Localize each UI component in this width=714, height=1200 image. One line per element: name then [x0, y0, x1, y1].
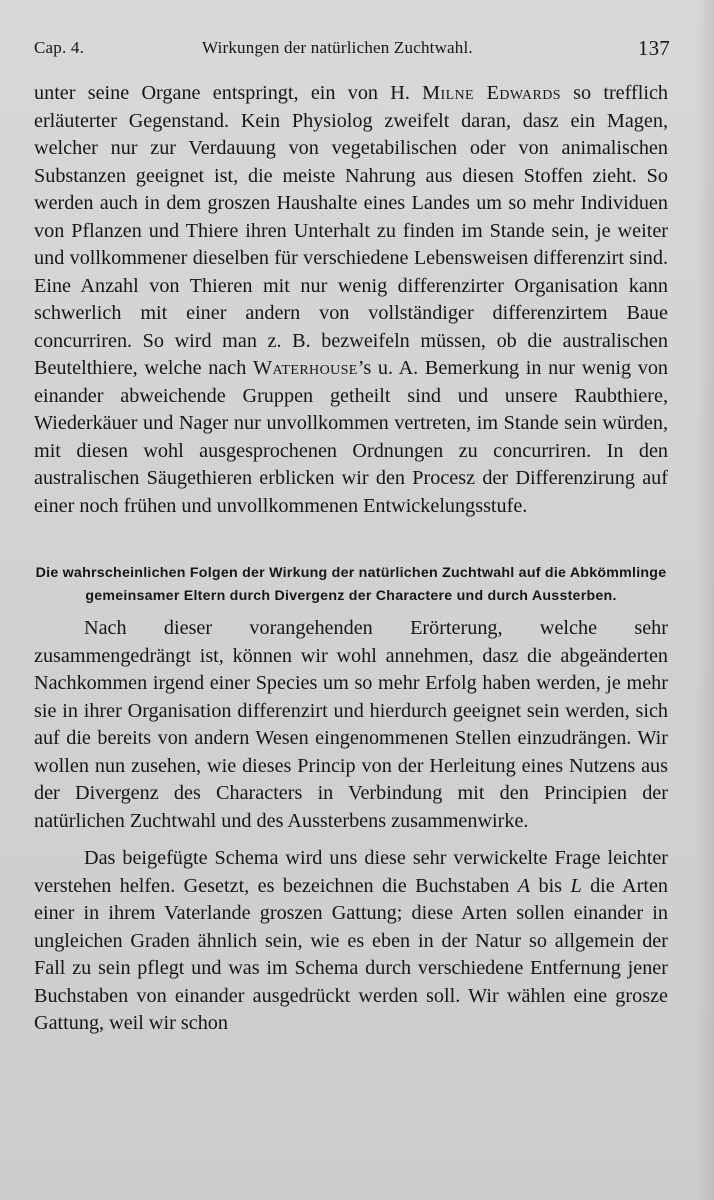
running-head — [34, 32, 668, 72]
chapter-label: Cap. 4. — [34, 38, 85, 57]
paragraph-3-text-a: Das beigefügte Schema wird uns diese sehr verwickelte Frage leichter verstehen helfen. Gesetzt, es bezeichnen die Buchstaben — [34, 847, 668, 897]
page-edge-shadow — [696, 0, 714, 1200]
letter-a: A — [517, 874, 531, 897]
paragraph-3-text-c: die Arten einer in ihrem Vaterlande groszen Gattung; diese Arten sollen einander in ungleichen Graden ähnlich sein, wie es eben in der Natur so allgemein der Fall zu sein pflegt und was im Schema durch verschiedene Entfernung jener Buchstaben von einander ausgedrückt werden soll. Wir wählen eine grosze Gattung, weil wir schon — [34, 874, 668, 1034]
paragraph-1-text-a: unter seine Organe entspringt, ein von H. — [34, 82, 423, 104]
paragraph-1 — [34, 80, 668, 520]
paragraph-3 — [34, 845, 668, 1038]
paragraph-2: Nach dieser vorangehenden Erörterung, welche sehr zusammengedrängt ist, können wir wohl annehmen, dasz die abgeänderten Nachkommen irgend einer Species um so mehr Erfolg haben werden, je mehr sie in ihrer Organisation differenzirt und hierdurch geeignet sein werden, sich auf die bereits von andern Wesen eingenommenen Stellen einzudrängen. Wir wollen nun zusehen, wie dieses Princip von der Herleitung eines Nutzens aus der Divergenz des Characters in Verbindung mit den Principien der natürlichen Zuchtwahl und des Aussterbens zusammenwirke. — [34, 617, 668, 832]
letter-l: L — [570, 874, 582, 897]
running-title: Wirkungen der natürlichen Zuchtwahl. — [202, 38, 473, 57]
paragraph-3-text-b: bis — [530, 874, 571, 897]
author-name-milne-edwards: Milne Edwards — [422, 82, 561, 104]
section-heading: Die wahrscheinlichen Folgen der Wirkung der natürlichen Zuchtwahl auf die Abkömmlinge gemeinsamer Eltern durch Divergenz der Charactere und durch Aussterben. — [35, 565, 667, 604]
paragraph-1-text-c: ’s u. A. Bemerkung in nur wenig von einander abweichende Gruppen getheilt sind und unsere Raubthiere, Wiederkäuer und Nager nur unvollkommen vertreten, im Stande sein würden, mit diesen wohl ausgesprochenen Ordnungen zu concurriren. In den australischen Säugethieren erblicken wir den Procesz der Differenzirung auf einer noch frühen und unvollkommenen Entwickelungsstufe. — [34, 357, 669, 517]
paragraph-1-text-b: so trefflich erläuterter Gegenstand. Kein Physiolog zweifelt daran, dasz ein Magen, welcher nur zur Verdauung von vegetabilischen oder von animalischen Substanzen geeignet ist, die meiste Nahrung aus diesen Stoffen zieht. So werden auch in dem groszen Haushalte eines Landes um so mehr Individuen von Pflanzen und Thiere ihren Unterhalt zu finden im Stande sein, je weiter und vollkommener dieselben für verschiedene Lebensweisen differenzirt sind. Eine Anzahl von Thieren mit nur wenig differenzirter Organisation kann schwerlich mit einer andern von vollständiger differenzirtem Baue concurriren. So wird man z. B. bezweifeln müssen, ob die australischen Beutelthiere, welche nach — [34, 82, 668, 379]
author-name-waterhouse: Waterhouse — [253, 357, 358, 379]
page-number: 137 — [637, 36, 670, 60]
